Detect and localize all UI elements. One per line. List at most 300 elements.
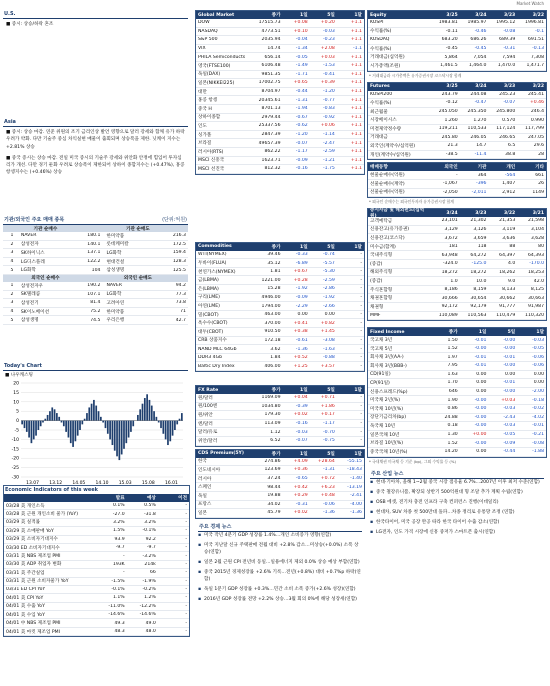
flow-cell: 주식혼합형	[370, 287, 393, 293]
commod-cell: -5.57	[322, 260, 335, 266]
equity-cell: 691.51	[527, 37, 545, 43]
fixed-cell: 0.00	[533, 380, 545, 386]
table-row	[368, 353, 546, 362]
eco-cell: 3.2%	[144, 519, 156, 525]
news-item[interactable]	[370, 499, 544, 506]
rank-section	[3, 215, 188, 325]
futures-header-row	[368, 83, 546, 91]
commod-cell: 금(LBMA)	[198, 278, 219, 284]
equity-cell: 683.20	[441, 37, 458, 43]
rank-cell: 롯데케미칼	[106, 242, 129, 248]
fixed-cell: -0.06	[532, 354, 545, 360]
table-row	[368, 371, 546, 380]
fixed-cell: -0.00	[474, 406, 487, 412]
news-item[interactable]	[198, 559, 362, 566]
rank-cell: 3	[10, 250, 14, 256]
cds-header-cell: 5일	[327, 451, 335, 457]
chart-bar	[58, 417, 60, 421]
global-cell: DOW	[198, 20, 210, 26]
flow-cell: 8,186	[444, 287, 458, 293]
table-row	[196, 437, 364, 446]
flow-cell: 21,302	[470, 218, 487, 224]
commod-cell: -	[360, 286, 362, 292]
top-bar	[0, 0, 550, 10]
table-row	[196, 268, 364, 277]
cds-cell: 러시아	[198, 476, 212, 482]
commod-cell: -	[360, 303, 362, 309]
chart-bar	[105, 421, 107, 429]
rank-cell: 73.8	[175, 300, 186, 306]
rank-cell: 128.3	[172, 259, 186, 265]
fixed-cell: 국고채 3년	[370, 338, 393, 344]
fixed-cell: 0.00	[476, 371, 487, 377]
main-news-section	[195, 521, 365, 607]
equity-cell: 1983.81	[438, 20, 458, 26]
rank-row	[3, 316, 188, 325]
rank-cell: 삼성전자우	[20, 283, 44, 289]
fixed-cell: -0.00	[474, 440, 487, 446]
eco-cell: 1.5%	[113, 528, 125, 534]
fixed-cell: 브라질 10년(%)	[370, 441, 404, 447]
cds-cell: 프랑스	[198, 502, 212, 508]
commod-cell: +3.57	[320, 363, 335, 369]
futures-cell: 245.350	[467, 109, 487, 115]
fixed-cell: -0.00	[503, 337, 516, 343]
rank-cell: 172.5	[172, 241, 186, 247]
eco-cell: -	[185, 612, 188, 618]
chart-bar	[54, 409, 56, 420]
equity-cell: 686.26	[470, 37, 487, 43]
table-row	[196, 501, 364, 510]
flow-cell: 118	[477, 244, 487, 250]
cds-cell: 123.69	[264, 467, 281, 473]
global-cell: +0.08	[293, 20, 308, 26]
global-cell: S&P 500	[198, 37, 218, 43]
futures-cell: 245.41	[527, 91, 545, 97]
table-row	[368, 336, 546, 345]
eco-title: Economic Indicators of this week	[5, 487, 98, 493]
cds-cell: -1.36	[350, 510, 362, 516]
global-cell: -1.53	[322, 63, 335, 69]
commod-cell: 1221.00	[261, 277, 281, 283]
table-row	[196, 345, 364, 354]
news-item[interactable]	[370, 479, 544, 486]
x-tick-label: 15.03	[118, 481, 132, 486]
right-column	[367, 10, 547, 540]
rank-cell: 190.2	[87, 283, 101, 289]
rank-cell: 4	[10, 259, 14, 265]
x-tick-label: 16.01	[164, 481, 178, 486]
commod-cell: 15.28	[267, 286, 281, 292]
commod-cell: -6.89	[295, 260, 308, 266]
chart-subtitle: ■ 나우캐스팅	[5, 373, 33, 378]
global-cell: 4773.51	[261, 28, 281, 34]
eco-cell: -	[185, 553, 188, 559]
news-text: LG전자, 인도 가격 시장에 신흥 중저가 스마트폰 출시(연합)	[376, 529, 496, 535]
fx-header-cell: FX Rate	[198, 387, 219, 393]
global-cell: 6106.48	[261, 63, 281, 69]
flow-cell: 4.0	[507, 261, 516, 267]
flow-cell: 국내주식형	[370, 253, 393, 259]
eco-cell: -	[185, 570, 188, 576]
equity-header-cell: 3/25	[446, 12, 458, 18]
futures-cell: 119,211	[438, 126, 458, 132]
global-cell: +1.1	[350, 28, 362, 34]
news-item[interactable]	[370, 529, 544, 536]
fixed-cell: 1.70	[447, 380, 458, 386]
commod-cell: +1.25	[293, 363, 308, 369]
flow-cell: 18,262	[499, 269, 516, 275]
table-row	[368, 171, 546, 180]
fixed-cell: 24.88	[444, 414, 458, 420]
table-row	[196, 114, 364, 123]
news-item[interactable]	[198, 532, 362, 539]
fixed-cell: -0.21	[532, 432, 545, 438]
rank-cell: 75.2	[90, 309, 101, 315]
eco-row	[4, 611, 189, 619]
table-row	[196, 53, 364, 62]
chart-section	[3, 362, 188, 496]
commod-cell: 370.00	[264, 320, 281, 326]
eco-row	[4, 544, 189, 552]
flow-header-cell: 3/23	[475, 210, 487, 216]
industry-news-title: 주요 산업 뉴스	[370, 469, 544, 479]
invest-header-row	[368, 163, 546, 171]
commod-cell: Baltic Dry Index	[198, 363, 235, 369]
bullet-icon: ▪	[198, 569, 202, 575]
rank-cell: NAVER	[20, 233, 37, 239]
chart-bar	[35, 421, 37, 436]
fixed-header-row	[368, 328, 546, 336]
main-news-title: 주요 경제 뉴스	[198, 522, 362, 532]
rank-cell: 74.5	[90, 317, 101, 323]
cds-header-cell: 1일	[300, 451, 308, 457]
equity-cell: KOSPI	[370, 20, 384, 26]
flow-cell: 63,948	[441, 252, 458, 258]
cds-cell: +4.09	[293, 458, 308, 464]
fx-cell: 원/100엔	[198, 404, 218, 410]
eco-header-cell: 발표	[115, 496, 125, 501]
flow-cell: 3,119	[502, 226, 516, 232]
rank-cell: LG화학	[106, 292, 122, 298]
middle-column	[195, 10, 365, 607]
commod-header-row	[196, 243, 364, 251]
flow-cell: 3,672	[444, 235, 458, 241]
fixed-cell: -4.02	[532, 414, 545, 420]
global-cell: +0.39	[320, 80, 335, 86]
table-row	[196, 122, 364, 131]
commod-cell: -	[360, 277, 362, 283]
fx-cell: 113.09	[264, 421, 281, 427]
commodities-table	[195, 242, 365, 372]
cds-cell: -1.31	[322, 467, 335, 473]
global-cell: +1.1	[350, 114, 362, 120]
futures-cell: 수익률(%)	[370, 100, 392, 106]
futures-cell: 245.80	[441, 134, 458, 140]
eco-row	[4, 536, 189, 544]
equity-cell: -0.08	[503, 28, 516, 34]
chart-bar	[119, 421, 121, 460]
invest-cell: 364	[477, 172, 487, 178]
chart-bar	[42, 421, 44, 423]
commod-cell: 172.18	[264, 337, 281, 343]
global-cell: 싱가폴	[198, 132, 212, 138]
futures-cell: KOSPI200	[370, 91, 393, 97]
equity-table	[367, 10, 547, 72]
eco-cell: 03/31 美 근원 소비자물가 YoY	[6, 579, 69, 585]
chart-bar	[123, 421, 125, 449]
global-cell: 17515.73	[258, 20, 281, 26]
news-item[interactable]	[198, 542, 362, 556]
global-cell: 일본(NIKKEI225)	[198, 80, 235, 86]
invest-note: * 외국인 순매수는 외국인투자자 유가증권시장 합계	[369, 199, 454, 205]
chart-bar	[31, 421, 33, 444]
cds-cell: 34.02	[267, 501, 281, 507]
chart-bar	[128, 421, 130, 438]
eco-cell: -	[185, 511, 188, 517]
equity-cell: 1985.97	[467, 20, 487, 26]
global-cell: 독일(DAX)	[198, 72, 221, 78]
invest-header-cell: 기타	[535, 165, 545, 171]
commod-header-cell: 종가	[271, 244, 281, 250]
y-tick-label: -20	[11, 456, 19, 462]
y-tick-label: -15	[11, 447, 19, 453]
news-text: 한국타이어, 미국 공장 완공 따라 한국 타이어 수출 감소(연합)	[376, 519, 500, 525]
fixed-cell: 독국채 10년	[370, 423, 396, 429]
frgn-buy-header: 외국인 순매수	[31, 276, 60, 282]
flow-cell: 21,353	[499, 218, 516, 224]
fx-cell: -	[360, 403, 362, 409]
table-row	[368, 36, 546, 45]
news-text: 현대·기아차, 올해 1~2월 중국 시장 점유율 6.7%…2007년 이후 최저 수준(연합)	[376, 479, 540, 485]
commod-cell: -0.61	[295, 337, 308, 343]
fixed-cell: 미국채 10년(%)	[370, 406, 404, 412]
global-cell: +1.1	[350, 20, 362, 26]
table-row	[196, 294, 364, 303]
fx-cell: -0.03	[295, 429, 308, 435]
bullet-icon: ▪	[198, 542, 202, 548]
fx-cell: 엔/달러	[198, 421, 213, 427]
fixed-cell: -0.00	[474, 423, 487, 429]
global-market-table	[195, 10, 365, 175]
commod-cell: -	[360, 337, 362, 343]
chart-bar	[88, 407, 90, 420]
fx-cell: -	[360, 395, 362, 401]
table-row	[368, 422, 546, 431]
global-cell: -1.94	[295, 106, 308, 112]
chart-bar	[167, 421, 169, 445]
rank-row	[3, 232, 188, 241]
global-cell: 인도	[198, 123, 207, 129]
futures-cell: 1.260	[444, 117, 458, 123]
commod-cell: 463.00	[264, 312, 281, 318]
flow-header-cell: 3/21	[532, 210, 545, 216]
fx-cell: 달러/유로	[198, 430, 218, 436]
commod-cell: 1.84	[270, 355, 281, 361]
commod-cell: -	[360, 294, 362, 300]
chart-bar	[109, 421, 111, 440]
cds-cell: -18.43	[347, 467, 362, 473]
news-item[interactable]	[198, 569, 362, 583]
news-item[interactable]	[370, 519, 544, 526]
global-cell: 656.14	[264, 54, 281, 60]
table-row	[196, 428, 364, 437]
cds-cell: 45.79	[267, 510, 281, 516]
commod-cell: CRB 상품지수	[198, 338, 227, 344]
flow-cell: 고객예탁금	[370, 218, 393, 224]
eco-cell: -3.2%	[142, 553, 156, 559]
chart-bar	[114, 421, 116, 451]
commod-header-cell: Commodities	[198, 244, 232, 250]
bullet-icon: ▪	[198, 596, 202, 602]
rank-cell: 1	[10, 283, 14, 289]
futures-table	[367, 82, 547, 161]
fx-cell: -	[360, 438, 362, 444]
global-cell: 2847.39	[261, 132, 281, 138]
table-row	[368, 53, 546, 62]
y-tick-label: 0	[16, 419, 19, 425]
global-cell: -1.71	[295, 71, 308, 77]
commod-cell: -0.74	[322, 251, 335, 257]
rank-cell: 한미약품	[106, 233, 125, 239]
global-cell: +0.03	[320, 54, 335, 60]
rank-cell: 180.1	[87, 233, 101, 239]
global-cell: -1.75	[322, 166, 335, 172]
table-row	[196, 79, 364, 88]
equity-cell: 7,308	[530, 54, 545, 60]
news-item[interactable]	[198, 596, 362, 603]
flow-header-cell: 증시자금 및 해외펀드(십억원)	[370, 208, 425, 220]
commod-cell: -0.88	[322, 355, 335, 361]
commod-cell: +0.52	[293, 355, 308, 361]
commod-cell: 아연(LME)	[198, 304, 220, 310]
table-row	[196, 403, 364, 412]
global-cell: -1.14	[322, 132, 335, 138]
y-tick-label: -10	[11, 437, 19, 443]
futures-cell: 0.570	[502, 117, 516, 123]
cds-cell: -0.06	[322, 501, 335, 507]
fx-cell: 179.30	[264, 412, 281, 418]
commod-cell: +0.41	[293, 320, 308, 326]
table-row	[368, 396, 546, 405]
futures-cell: 최근월물	[370, 109, 388, 115]
table-row	[196, 420, 364, 429]
chart-bar	[79, 421, 81, 430]
fixed-cell: -0.09	[503, 440, 516, 446]
eco-cell: -9.7	[115, 545, 125, 551]
fixed-cell: -2.00	[532, 389, 545, 395]
fx-header-cell: 1달	[354, 388, 362, 393]
invest-cell: -	[456, 172, 458, 178]
table-row	[368, 379, 546, 388]
flow-cell: 30,654	[470, 295, 487, 301]
commod-cell: -0.33	[295, 251, 308, 257]
fixed-cell: 1.63	[447, 371, 458, 377]
table-row	[368, 405, 546, 414]
rank-cell: 1	[10, 233, 14, 239]
rank-cell: SK이노베이션	[20, 309, 50, 315]
eco-cell: 1.2%	[144, 595, 156, 601]
chart-bar	[75, 421, 77, 442]
commod-cell: 은(LBMA)	[198, 286, 219, 292]
fx-header-cell: 종가	[271, 388, 281, 393]
commod-cell: -1.92	[322, 294, 335, 300]
flow-cell: 91,777	[499, 304, 516, 310]
invest-header-cell: 외국인	[444, 165, 458, 171]
eco-section	[3, 485, 190, 637]
commod-cell: 39.46	[267, 251, 281, 257]
eco-cell: -14.6%	[108, 612, 125, 618]
futures-header-cell: 3/23	[503, 84, 516, 90]
asia-section	[3, 118, 188, 178]
fx-header-cell: 1일	[300, 388, 308, 393]
chart-bar	[174, 421, 176, 430]
flow-cell: 해외주식형	[370, 270, 393, 276]
chart-bar	[44, 419, 46, 421]
rank-row	[3, 241, 188, 250]
chart-bar	[61, 421, 63, 423]
chart-bar	[112, 421, 114, 445]
chart-bar	[56, 413, 58, 421]
table-row	[368, 180, 546, 189]
commod-cell: -	[360, 355, 362, 361]
fixed-cell: 14.20	[444, 449, 458, 455]
flow-cell: 181	[448, 244, 458, 250]
fixed-cell: -0.03	[503, 423, 516, 429]
commod-cell: -2.86	[322, 286, 335, 292]
table-row	[196, 148, 364, 157]
table-row	[368, 45, 546, 54]
news-item[interactable]	[370, 509, 544, 516]
eco-cell: 04/01 中 NBS 제조업 PMI	[6, 621, 61, 627]
rank-row	[3, 308, 188, 317]
global-cell: 862.22	[264, 149, 281, 155]
commod-cell: -0.09	[295, 294, 308, 300]
table-row	[368, 28, 546, 37]
equity-header-cell: 3/22	[532, 12, 545, 18]
fx-cell: +1.86	[320, 403, 335, 409]
fixed-cell: -0.03	[503, 406, 516, 412]
global-cell: -0.83	[322, 106, 335, 112]
commod-cell: 1794.00	[261, 303, 281, 309]
global-header-cell: 1일	[300, 13, 308, 18]
global-cell: +1.1	[350, 132, 362, 138]
global-cell: 812.32	[264, 166, 281, 172]
futures-cell: 38.8	[505, 152, 516, 158]
global-cell: -2.47	[322, 140, 335, 146]
asia-text: ■ 증시: 상승 마감. 연준 위원의 조기 금리인상 발언 영향으로 달러 강세와 함께 유가 하락 우려가 약화. 다만 기술주 중심 차익실현 매물이 출회되며 상승폭을 제한. 닛케이 지수는 +2.81% 상승	[6, 130, 185, 150]
fixed-cell: 0.00	[476, 380, 487, 386]
global-cell: 17002.75	[258, 80, 281, 86]
eco-cell: 49.0	[145, 620, 156, 626]
news-item[interactable]	[370, 489, 544, 496]
cds-cell: 스페인	[198, 485, 212, 491]
table-row	[196, 251, 364, 260]
futures-cell: 외국인(계약수/십억원)	[370, 143, 416, 149]
fixed-cell: 국고채 5년	[370, 346, 393, 352]
flow-cell: 91,987	[527, 304, 545, 310]
commod-cell: -	[360, 320, 362, 326]
flow-cell: -125.0	[471, 261, 487, 267]
chart-bar	[158, 421, 160, 423]
rank-cell: 삼성전기	[20, 300, 39, 306]
global-cell: -0.77	[322, 97, 335, 103]
eco-cell: 49.3	[114, 620, 125, 626]
eco-cell: 03/29 美 소매판매 YoY	[6, 528, 54, 534]
nowcast-chart	[3, 379, 188, 494]
global-header-cell: 종가	[271, 13, 281, 18]
news-item[interactable]	[198, 586, 362, 593]
